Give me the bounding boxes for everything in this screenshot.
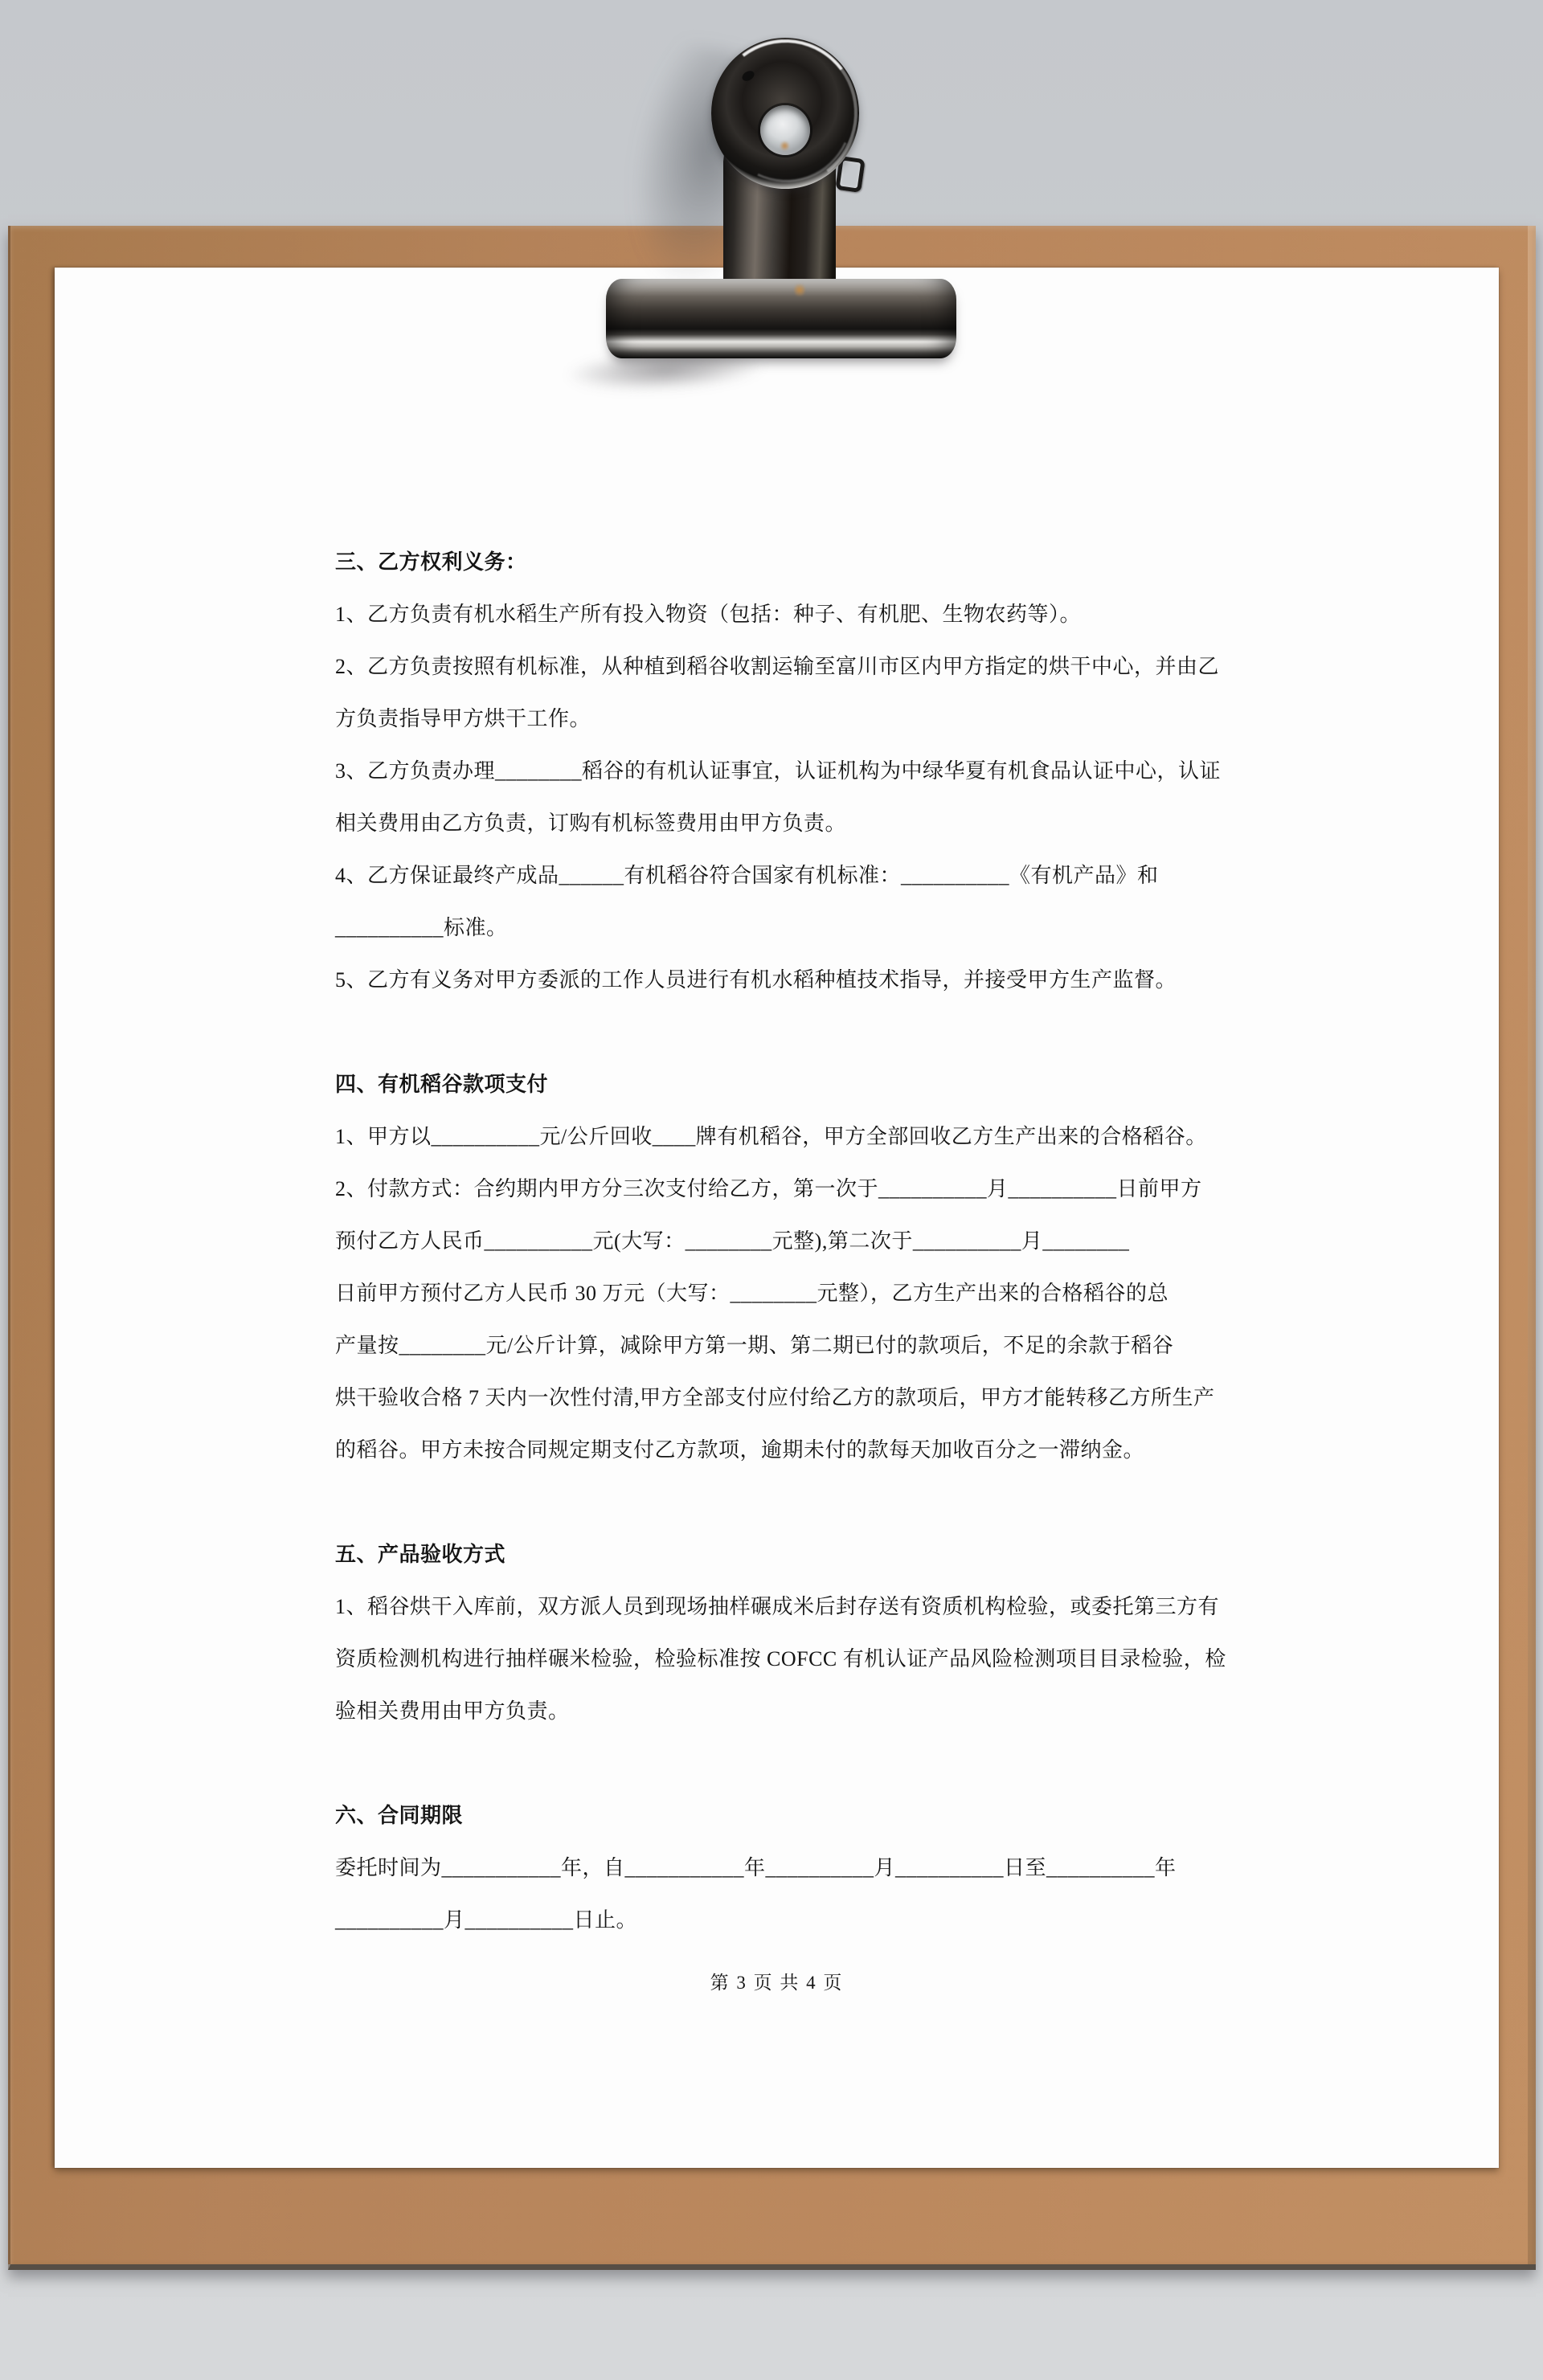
clip-jaw-reflection [794,283,805,297]
contract-line: 产量按________元/公斤计算，减除甲方第一期、第二期已付的款项后，不足的余款于稻谷 [335,1334,1174,1357]
section-heading-4: 四、有机稻谷款项支付 [335,1073,549,1096]
page-number: 第 3 页 共 4 页 [710,1973,844,1993]
contract-line: __________月__________日止。 [335,1908,638,1932]
contract-line: 2、乙方负责按照有机标准，从种植到稻谷收割运输至富川市区内甲方指定的烘干中心，并由乙 [335,655,1220,678]
clip-jaw [606,279,956,358]
contract-line: 方负责指导甲方烘干工作。 [335,707,591,730]
contract-page [55,268,1499,2168]
section-heading-3: 三、乙方权利义务： [335,550,527,574]
contract-line: 烘干验收合格 7 天内一次性付清,甲方全部支付应付给乙方的款项后，甲方才能转移乙方所生产 [335,1386,1215,1409]
clipboard-edge-highlight [1528,226,1536,2264]
contract-line: 2、付款方式：合约期内甲方分三次支付给乙方，第一次于__________月__________日前甲方 [335,1177,1202,1200]
contract-line: 5、乙方有义务对甲方委派的工作人员进行有机水稻种植技术指导，并接受甲方生产监督。 [335,968,1177,992]
contract-line: 1、甲方以__________元/公斤回收____牌有机稻谷，甲方全部回收乙方生产出来的合格稻谷。 [335,1125,1207,1148]
contract-line: 的稻谷。甲方未按合同规定期支付乙方款项，逾期未付的款每天加收百分之一滞纳金。 [335,1438,1145,1462]
contract-line: 验相关费用由甲方负责。 [335,1699,570,1723]
contract-line: 3、乙方负责办理________稻谷的有机认证事宜，认证机构为中绿华夏有机食品认证中心，认证 [335,759,1222,783]
section-heading-6: 六、合同期限 [335,1804,464,1827]
contract-line: 相关费用由乙方负责，订购有机标签费用由甲方负责。 [335,812,847,835]
contract-line: 资质检测机构进行抽样碾米检验，检验标准按 COFCC 有机认证产品风险检测项目目录检验，检 [335,1647,1226,1670]
contract-line: __________标准。 [335,916,508,939]
contract-line: 日前甲方预付乙方人民币 30 万元（大写：________元整），乙方生产出来的合格稻谷的总 [335,1282,1169,1305]
section-heading-5: 五、产品验收方式 [335,1543,506,1566]
clip-spring-roller [711,38,859,189]
clip-hole-reflection [780,141,789,151]
clip-hanging-hole [760,105,810,155]
contract-text-block [55,268,1499,2168]
clip-roller-dent [740,69,755,84]
contract-line: 1、稻谷烘干入库前，双方派人员到现场抽样碾成米后封存送有资质机构检验，或委托第三方有 [335,1595,1220,1618]
contract-line: 1、乙方负责有机水稻生产所有投入物资（包括：种子、有机肥、生物农药等）。 [335,603,1082,626]
contract-line: 4、乙方保证最终产成品______有机稻谷符合国家有机标准：__________《有机产品》和 [335,864,1159,887]
contract-line: 预付乙方人民币__________元(大写：________元整),第二次于__________月________ [335,1229,1130,1253]
contract-line: 委托时间为___________年，自___________年__________月__________日至__________年 [335,1856,1177,1879]
